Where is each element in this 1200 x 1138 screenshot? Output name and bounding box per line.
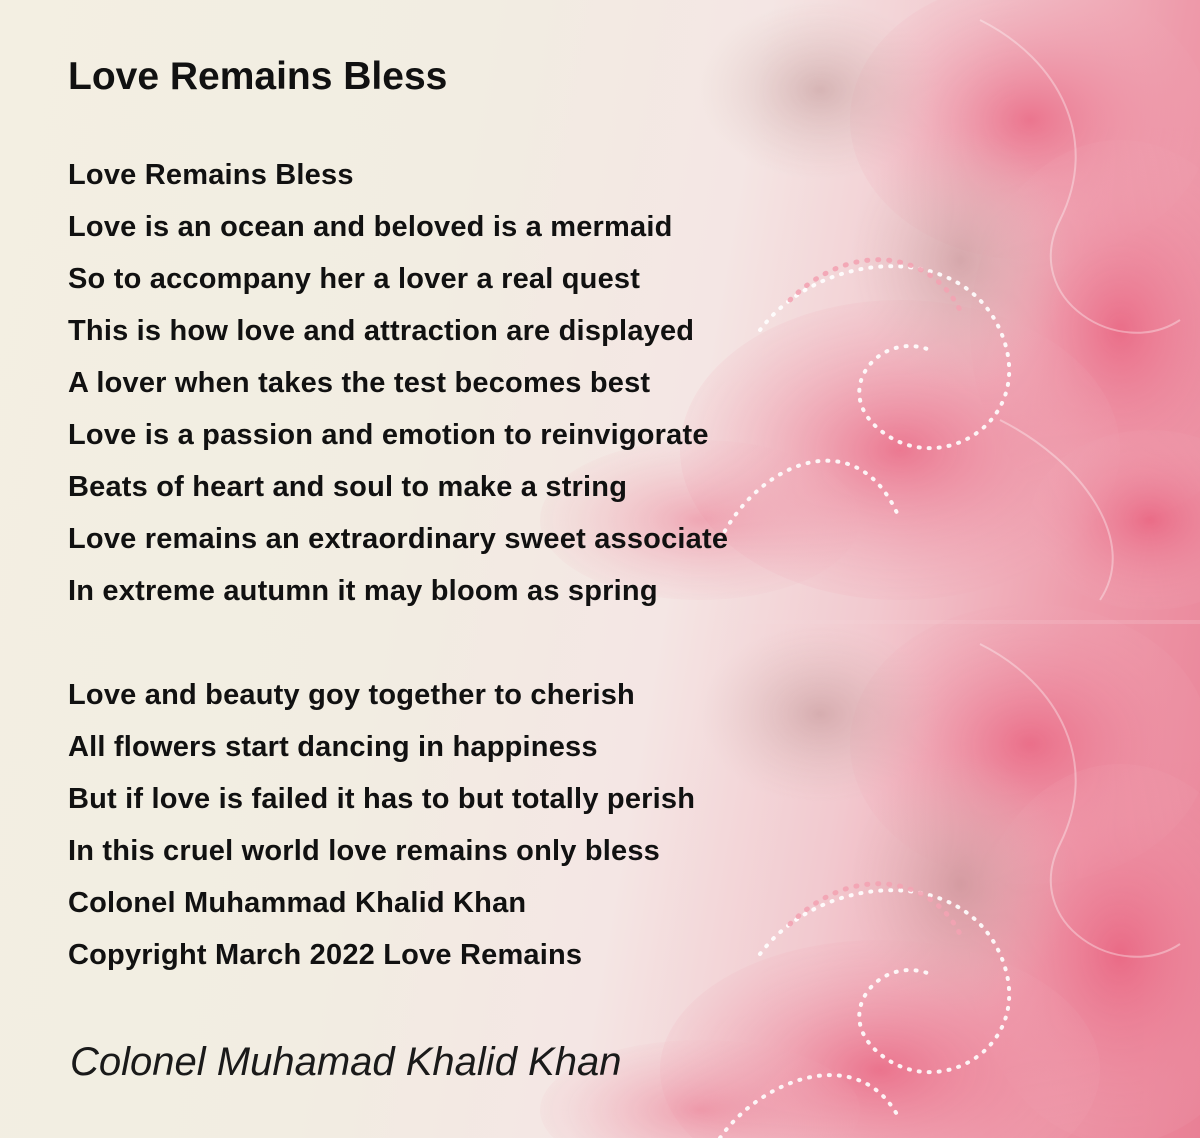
poem-line: So to accompany her a lover a real quest (68, 263, 641, 295)
stanza-1 (68, 153, 728, 621)
poem-line: All flowers start dancing in happiness (68, 731, 598, 763)
poem-line: A lover when takes the test becomes best (68, 367, 651, 399)
stanza-2 (68, 673, 695, 985)
poem-line: Colonel Muhammad Khalid Khan (68, 887, 527, 919)
poem-line: Copyright March 2022 Love Remains (68, 939, 583, 971)
poem-line: Love remains an extraordinary sweet associate (68, 523, 729, 555)
poem-line: In this cruel world love remains only bless (68, 835, 660, 867)
poem-line: Love Remains Bless (68, 159, 354, 191)
poem-line: This is how love and attraction are displayed (68, 315, 695, 347)
poem-title: Love Remains Bless (68, 55, 448, 98)
poem-line: Love is an ocean and beloved is a mermaid (68, 211, 673, 243)
poem-line: Beats of heart and soul to make a string (68, 471, 628, 503)
poem-line: But if love is failed it has to but totally perish (68, 783, 696, 815)
poem-line: Love and beauty goy together to cherish (68, 679, 635, 711)
author-signature: Colonel Muhamad Khalid Khan (70, 1040, 622, 1084)
poem-line: In extreme autumn it may bloom as spring (68, 575, 658, 607)
poem-line: Love is a passion and emotion to reinvigorate (68, 419, 709, 451)
